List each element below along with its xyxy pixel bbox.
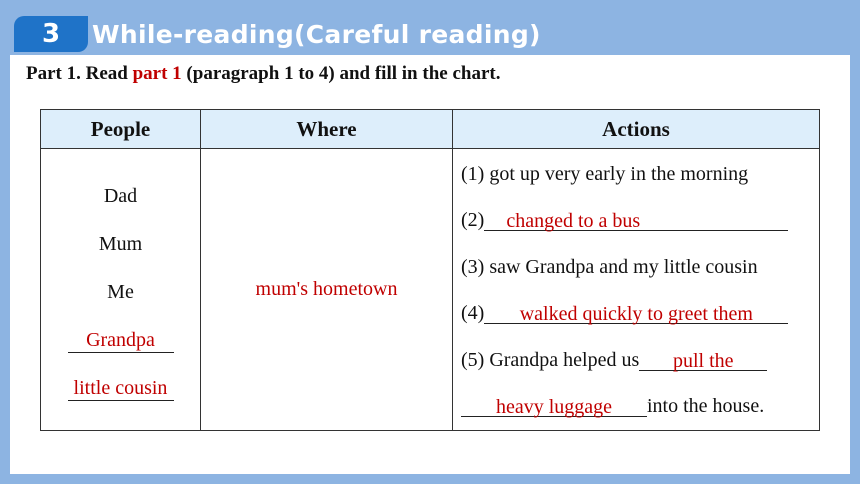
fill-in-chart [40,109,820,431]
action-4 [461,291,819,338]
table-row [41,149,820,431]
action-5 [461,337,819,384]
action-6-suffix: into the house. [647,395,765,418]
action-6-blank [461,396,647,417]
instruction-highlight: part 1 [132,63,182,84]
action-3: (3) saw Grandpa and my little cousin [461,255,758,278]
instruction-suffix: (paragraph 1 to 4) and fill in the chart. [181,63,501,84]
action-5-prefix: (5) Grandpa helped us [461,348,640,371]
action-4-prefix: (4) [461,302,485,325]
action-6 [461,384,819,431]
answer-action-6: heavy luggage [495,396,613,419]
instruction-prefix: Part 1. Read [26,63,133,84]
person-mum: Mum [98,233,143,255]
header-where: Where [201,110,453,149]
header-actions: Actions [453,110,820,149]
person-dad: Dad [103,185,138,207]
action-4-blank [484,303,788,324]
action-2 [461,198,819,245]
answer-action-2: changed to a bus [506,210,641,233]
header-row [41,110,820,149]
action-1: (1) got up very early in the morning [461,162,749,185]
person-blank-1 [68,317,174,365]
header-people: People [41,110,201,149]
answer-action-4: walked quickly to greet them [519,303,753,326]
section-title: While-reading(Careful reading) [92,19,541,49]
answer-action-5: pull the [673,349,734,372]
answer-grandpa: Grandpa [68,329,174,353]
instruction-text [26,63,500,85]
action-2-blank [484,210,788,231]
section-number: 3 [41,19,61,49]
actions-cell [453,149,820,431]
answer-where: mum's hometown [255,278,398,300]
where-cell [201,149,453,431]
action-2-prefix: (2) [461,209,485,232]
answer-little-cousin: little cousin [68,377,174,401]
action-5-blank [639,350,767,371]
section-number-badge [14,16,88,52]
person-blank-2 [68,365,174,413]
person-me: Me [107,281,134,303]
people-cell [41,149,201,431]
